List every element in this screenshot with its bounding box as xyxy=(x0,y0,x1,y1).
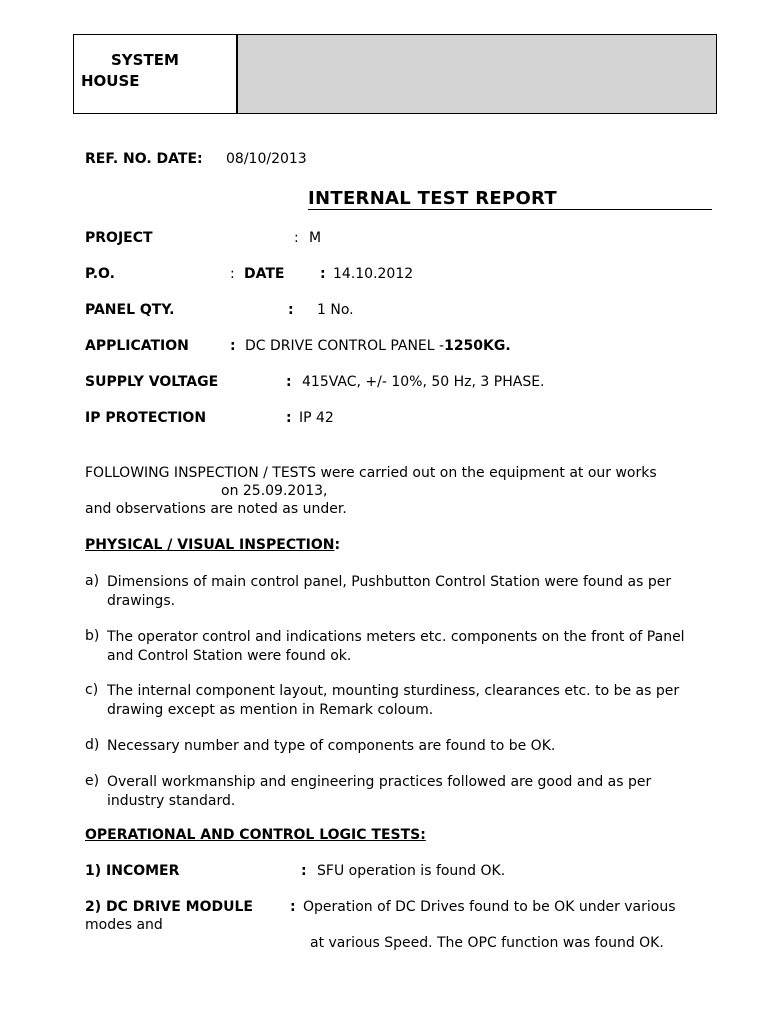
dc-drive-colon: : xyxy=(290,899,296,915)
supply-voltage-colon: : xyxy=(286,374,292,390)
panel-qty-label: PANEL QTY. xyxy=(85,302,175,318)
application-value xyxy=(245,338,511,354)
ref-date: 08/10/2013 xyxy=(226,151,307,167)
item-marker: b) xyxy=(85,628,100,644)
item-text: The internal component layout, mounting sturdiness, clearances etc. to be as per drawing except as mention in Remark coloum. xyxy=(107,683,680,718)
project-label: PROJECT xyxy=(85,230,153,246)
ip-protection-label: IP PROTECTION xyxy=(85,410,207,426)
dc-drive-value-line-1: Operation of DC Drives found to be OK under various xyxy=(303,899,676,915)
panel-qty-value: 1 No. xyxy=(317,302,354,318)
physical-inspection-heading xyxy=(85,537,340,553)
application-description: DC DRIVE CONTROL PANEL - xyxy=(245,338,445,354)
item-marker: c) xyxy=(85,682,99,698)
intro-line-2: on 25.09.2013, xyxy=(221,483,328,499)
intro-line-3: and observations are noted as under. xyxy=(85,501,347,517)
application-weight: 1250KG. xyxy=(444,338,511,354)
item-marker: d) xyxy=(85,737,100,753)
project-value: M xyxy=(309,230,322,246)
panel-qty-colon: : xyxy=(288,302,294,318)
application-colon: : xyxy=(230,338,236,354)
item-marker: e) xyxy=(85,773,100,789)
incomer-colon: : xyxy=(301,863,307,879)
item-text: Overall workmanship and engineering practices followed are good and as per industry standard. xyxy=(107,774,652,809)
supply-voltage-label: SUPPLY VOLTAGE xyxy=(85,374,219,390)
date-colon: : xyxy=(320,266,326,282)
project-colon: : xyxy=(294,230,299,246)
header-shaded-cell xyxy=(238,35,716,113)
po-colon: : xyxy=(230,266,235,282)
report-title xyxy=(308,188,712,210)
report-title-text: INTERNAL TEST REPORT xyxy=(308,188,557,209)
date-label: DATE xyxy=(244,266,285,282)
incomer-label: 1) INCOMER xyxy=(85,863,180,879)
intro-line-1: FOLLOWING INSPECTION / TESTS were carried out on the equipment at our works xyxy=(85,465,657,481)
operational-tests-heading: OPERATIONAL AND CONTROL LOGIC TESTS: xyxy=(85,827,426,843)
physical-heading-suffix: : xyxy=(334,537,341,553)
dc-drive-value-line-3: at various Speed. The OPC function was found OK. xyxy=(310,935,664,951)
ref-label: REF. NO. DATE: xyxy=(85,151,203,167)
item-marker: a) xyxy=(85,573,100,589)
company-cell xyxy=(74,35,238,113)
supply-voltage-value: 415VAC, +/- 10%, 50 Hz, 3 PHASE. xyxy=(302,374,545,390)
po-label: P.O. xyxy=(85,266,115,282)
header-box xyxy=(73,34,717,114)
ip-protection-value: IP 42 xyxy=(299,410,334,426)
ip-protection-colon: : xyxy=(286,410,292,426)
item-text: Dimensions of main control panel, Pushbutton Control Station were found as per drawings. xyxy=(107,574,672,609)
company-name-line2: HOUSE xyxy=(81,72,140,90)
physical-heading-text: PHYSICAL / VISUAL INSPECTION xyxy=(85,537,335,553)
item-text: The operator control and indications meters etc. components on the front of Panel and Control Station were found ok. xyxy=(107,629,685,664)
application-label: APPLICATION xyxy=(85,338,189,354)
date-value: 14.10.2012 xyxy=(333,266,414,282)
dc-drive-label: 2) DC DRIVE MODULE xyxy=(85,899,253,915)
item-text: Necessary number and type of components are found to be OK. xyxy=(107,738,556,754)
incomer-value: SFU operation is found OK. xyxy=(317,863,506,879)
company-name-line1: SYSTEM xyxy=(111,51,179,69)
dc-drive-value-line-2: modes and xyxy=(85,917,163,933)
